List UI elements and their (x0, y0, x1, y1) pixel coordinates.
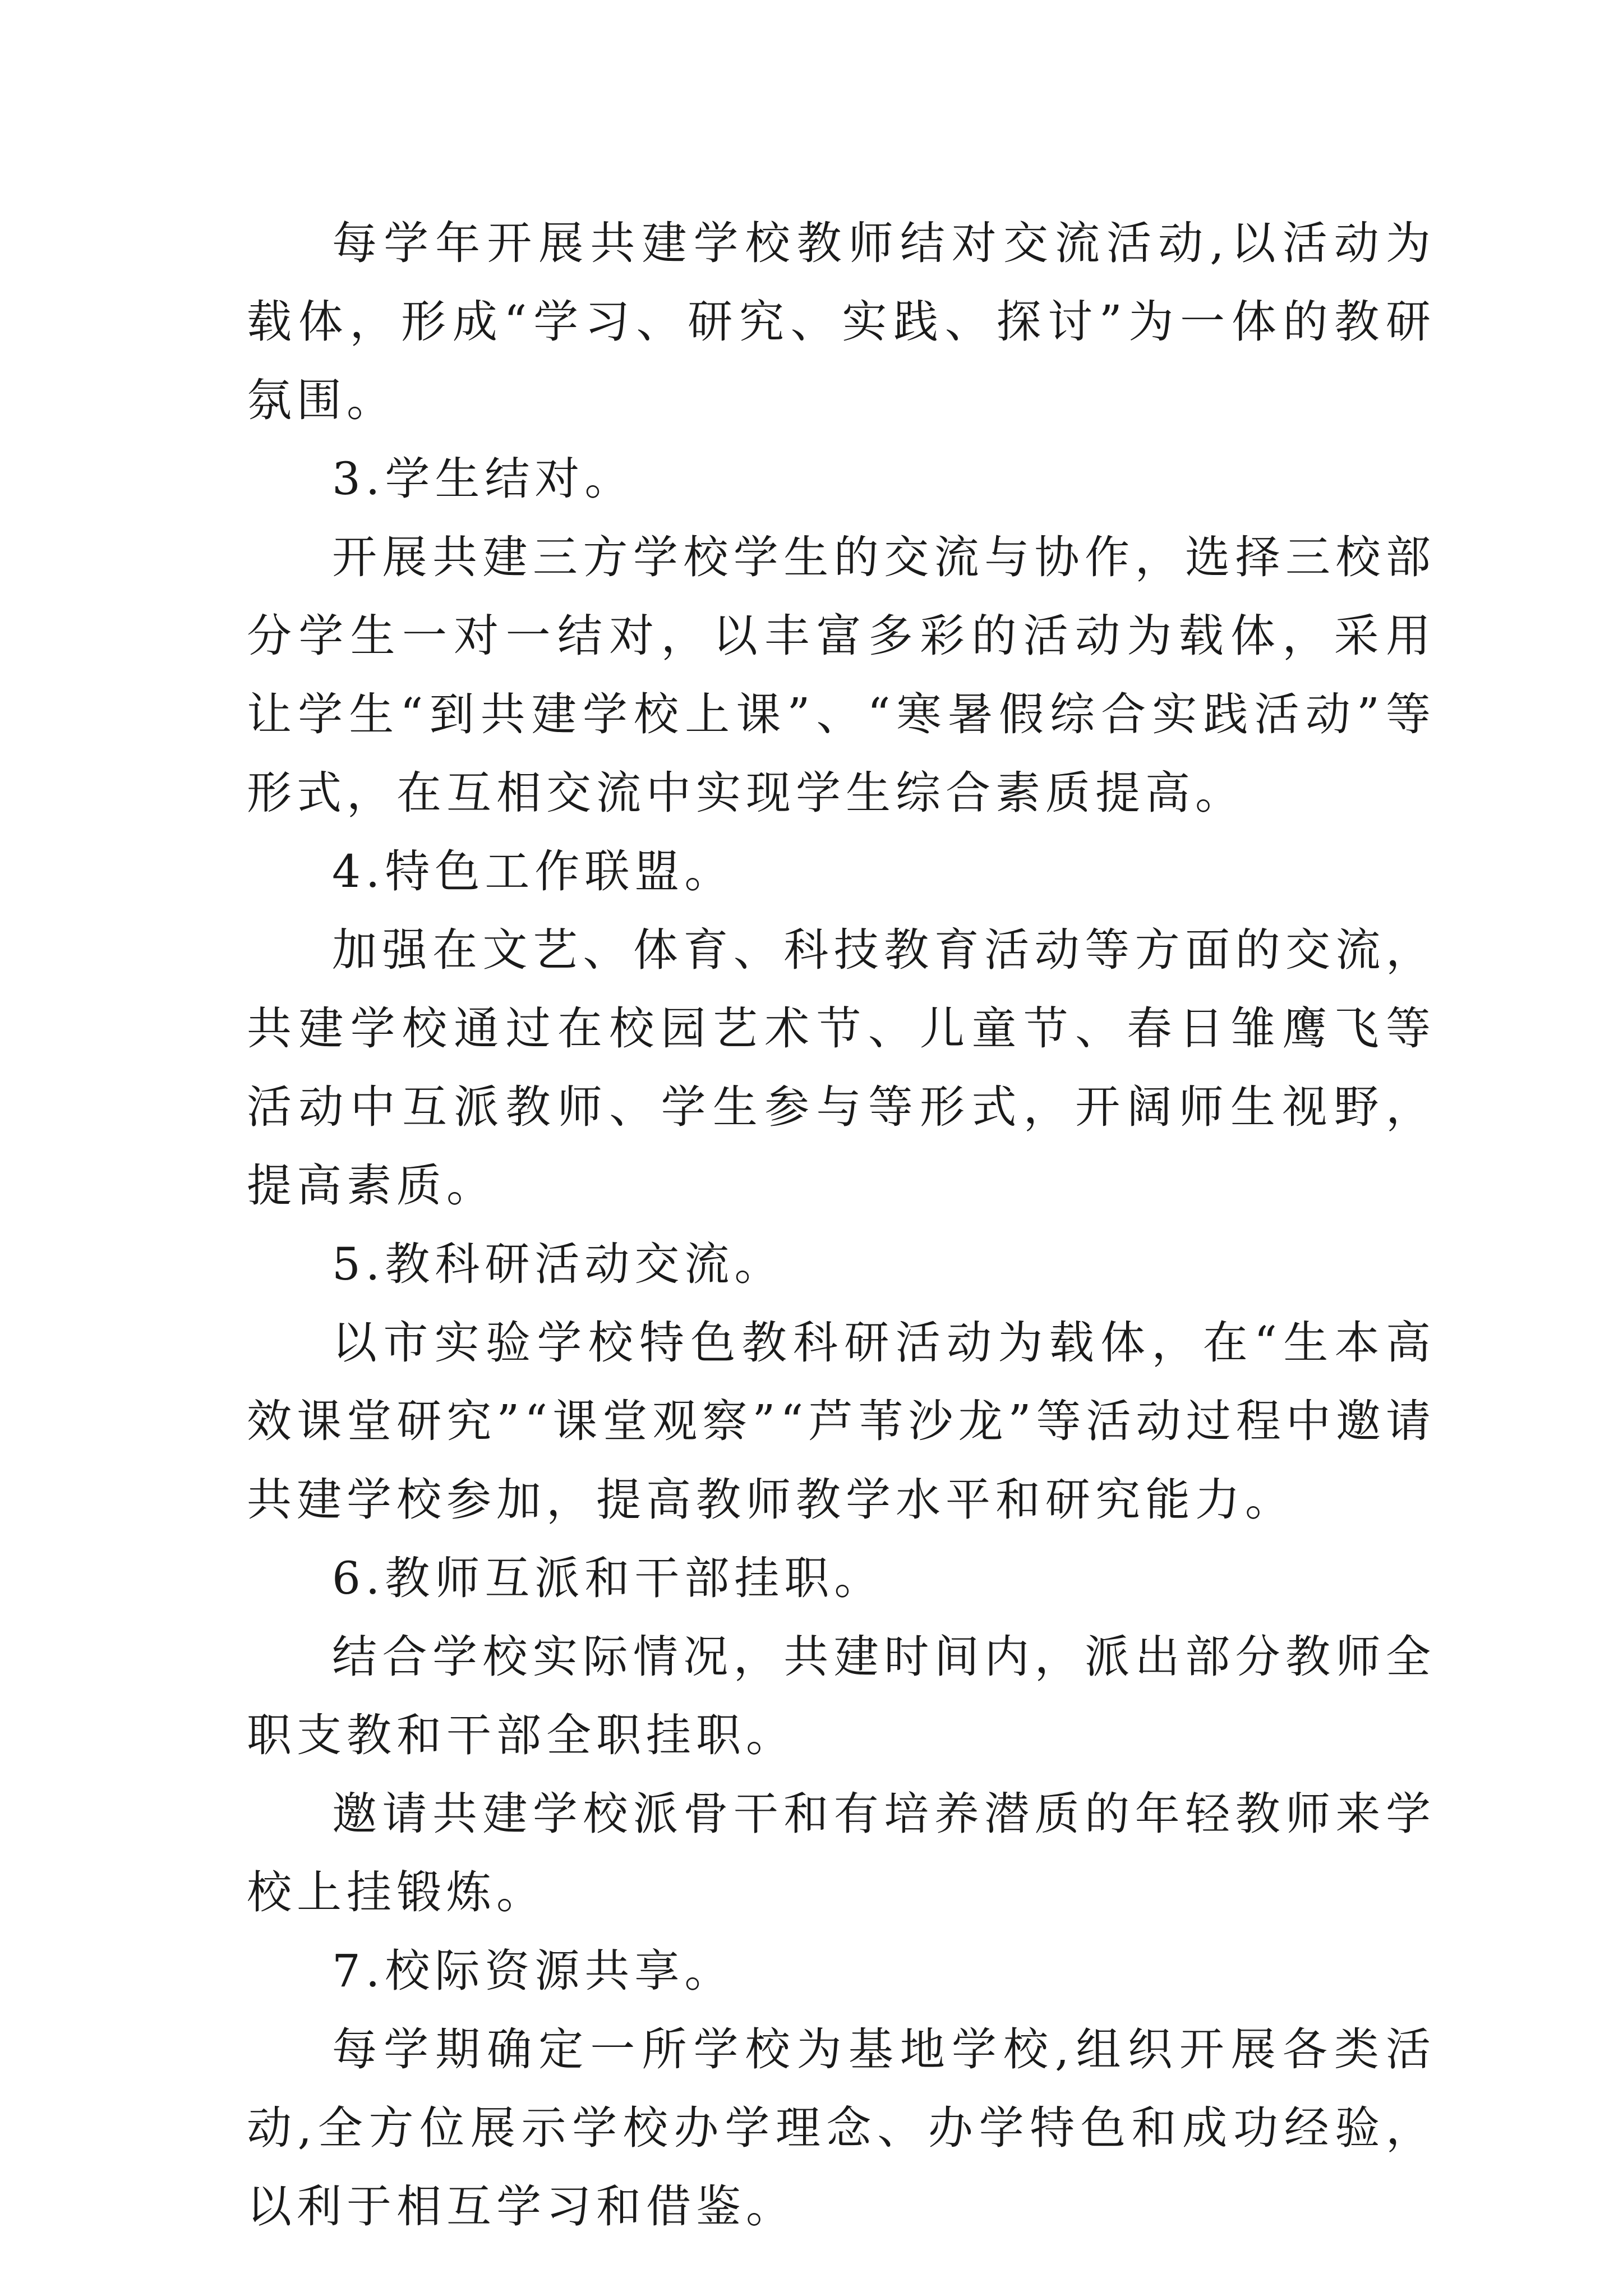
paragraph-research-exchange: 以市实验学校特色教科研活动为载体，在“生本高效课堂研究”“课堂观察”“芦苇沙龙”等活动过程中邀请共建学校参加，提高教师教学水平和研究能力。 (247, 1317, 1436, 1526)
document-body (247, 204, 1436, 2246)
paragraph-teacher-pairing: 每学年开展共建学校教师结对交流活动,以活动为载体，形成“学习、研究、实践、探讨”为一体的教研氛围。 (247, 217, 1436, 426)
heading-feature-alliance: 4.特色工作联盟。 (332, 845, 735, 898)
heading-research-exchange: 5.教科研活动交流。 (332, 1238, 785, 1290)
paragraph-feature-alliance: 加强在文艺、体育、科技教育活动等方面的交流，共建学校通过在校园艺术节、儿童节、春日雏鹰飞等活动中互派教师、学生参与等形式，开阔师生视野，提高素质。 (247, 924, 1436, 1212)
paragraph-student-pairing: 开展共建三方学校学生的交流与协作，选择三校部分学生一对一结对，以丰富多彩的活动为载体，采用让学生“到共建学校上课”、“寒暑假综合实践活动”等形式，在互相交流中实现学生综合素质提高。 (247, 531, 1436, 819)
paragraph-invite-teachers: 邀请共建学校派骨干和有培养潜质的年轻教师来学校上挂锻炼。 (247, 1788, 1436, 1918)
heading-teacher-exchange: 6.教师互派和干部挂职。 (332, 1552, 884, 1604)
paragraph-resource-sharing: 每学期确定一所学校为基地学校,组织开展各类活动,全方位展示学校办学理念、办学特色和成功经验，以利于相互学习和借鉴。 (247, 2023, 1436, 2233)
heading-resource-sharing: 7.校际资源共享。 (332, 1945, 735, 1997)
paragraph-teacher-exchange: 结合学校实际情况，共建时间内，派出部分教师全职支教和干部全职挂职。 (247, 1631, 1436, 1761)
heading-student-pairing: 3.学生结对。 (332, 453, 635, 505)
